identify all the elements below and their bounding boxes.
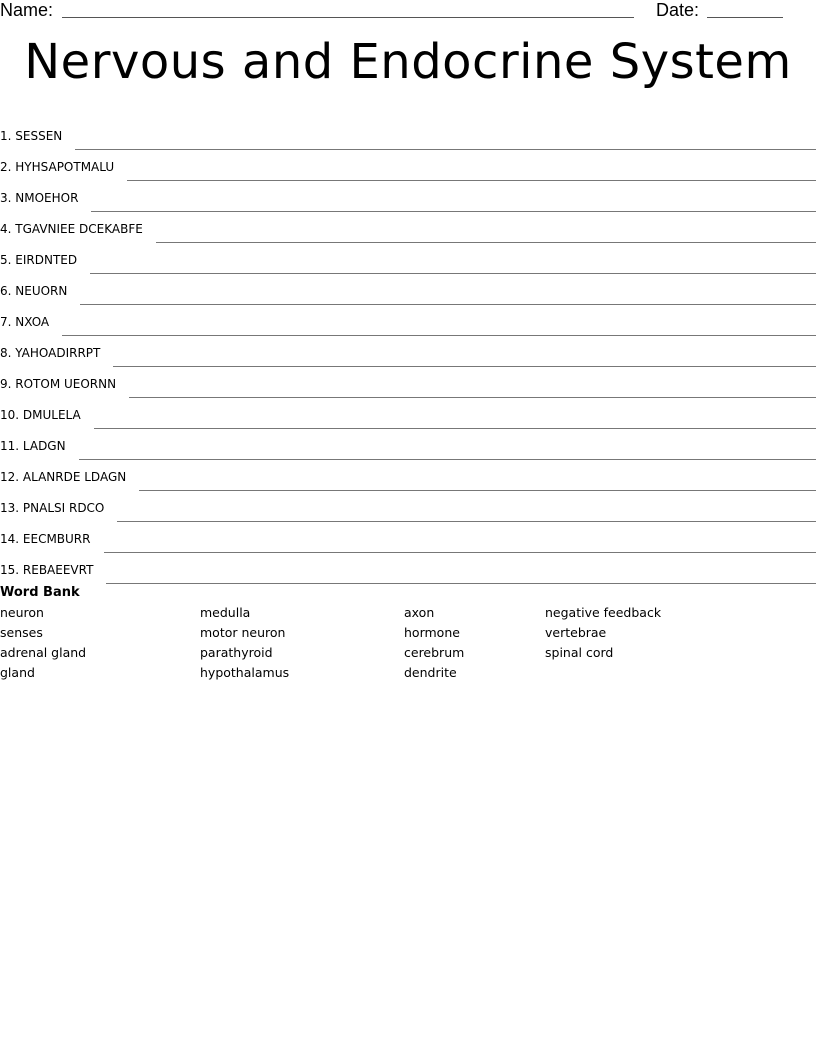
answer-line[interactable]: [79, 459, 816, 460]
answer-line[interactable]: [62, 335, 816, 336]
word-bank-word: medulla: [200, 605, 251, 620]
question-label: 3. NMOEHOR: [0, 191, 79, 205]
word-bank-word: dendrite: [404, 665, 457, 680]
question-label: 7. NXOA: [0, 315, 50, 329]
word-bank-column: [545, 603, 661, 663]
word-bank-word: vertebrae: [545, 625, 607, 640]
question-label: 14. EECMBURR: [0, 532, 91, 546]
answer-line[interactable]: [75, 149, 816, 150]
question-label: 15. REBAEEVRT: [0, 563, 94, 577]
question-label: 13. PNALSI RDCO: [0, 501, 105, 515]
question-label: 10. DMULELA: [0, 408, 81, 422]
question-label: 4. TGAVNIEE DCEKABFE: [0, 222, 143, 236]
word-bank: [0, 584, 816, 693]
word-bank-word: neuron: [0, 605, 44, 620]
question-label: 12. ALANRDE LDAGN: [0, 470, 127, 484]
answer-line[interactable]: [104, 552, 816, 553]
question-label: 6. NEUORN: [0, 284, 68, 298]
answer-line[interactable]: [94, 428, 816, 429]
word-bank-word: hormone: [404, 625, 460, 640]
answer-line[interactable]: [80, 304, 816, 305]
header-row: [0, 0, 816, 22]
question-label: 1. SESSEN: [0, 129, 63, 143]
word-bank-column: [404, 603, 464, 683]
word-bank-word: adrenal gland: [0, 645, 87, 660]
answer-line[interactable]: [91, 211, 816, 212]
word-bank-word: senses: [0, 625, 43, 640]
word-bank-word: parathyroid: [200, 645, 273, 660]
word-bank-word: gland: [0, 665, 35, 680]
question-label: 11. LADGN: [0, 439, 66, 453]
name-blank-line[interactable]: [62, 17, 634, 18]
word-bank-word: spinal cord: [545, 645, 614, 660]
answer-line[interactable]: [156, 242, 816, 243]
word-bank-word: motor neuron: [200, 625, 286, 640]
name-label: Name:: [0, 0, 54, 20]
date-blank-line[interactable]: [707, 17, 783, 18]
word-bank-word: axon: [404, 605, 435, 620]
question-row: [0, 113, 816, 144]
answer-line[interactable]: [90, 273, 816, 274]
answer-line[interactable]: [127, 180, 816, 181]
question-label: 8. YAHOADIRRPT: [0, 346, 101, 360]
question-label: 2. HYHSAPOTMALU: [0, 160, 115, 174]
question-label: 5. EIRDNTED: [0, 253, 78, 267]
answer-line[interactable]: [129, 397, 816, 398]
word-bank-word: hypothalamus: [200, 665, 290, 680]
question-label: 9. ROTOM UEORNN: [0, 377, 117, 391]
word-bank-column: [200, 603, 289, 683]
answer-line[interactable]: [139, 490, 816, 491]
word-bank-word: cerebrum: [404, 645, 465, 660]
word-bank-grid: [0, 603, 816, 693]
page-title: Nervous and Endocrine System: [24, 34, 792, 90]
word-bank-title: Word Bank: [0, 585, 80, 600]
date-label: Date:: [656, 0, 700, 20]
question-list: [0, 113, 816, 578]
word-bank-column: [0, 603, 86, 683]
word-bank-word: negative feedback: [545, 605, 662, 620]
answer-line[interactable]: [117, 521, 816, 522]
answer-line[interactable]: [113, 366, 816, 367]
